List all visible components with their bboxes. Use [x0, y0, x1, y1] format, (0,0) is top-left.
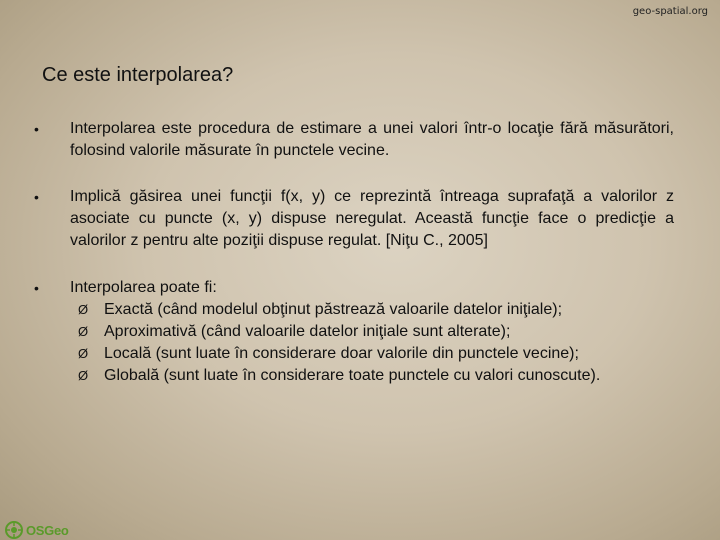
bullet-list — [34, 118, 674, 387]
bullet-marker: • — [34, 121, 39, 137]
bullet-item — [34, 118, 674, 162]
bullet-content — [70, 277, 674, 387]
slide-title: Ce este interpolarea? — [42, 64, 234, 86]
arrow-bullet-icon: Ø — [78, 346, 89, 361]
sub-bullet-item — [78, 299, 674, 321]
bullet-marker: • — [34, 189, 39, 205]
site-label: geo-spatial.org — [632, 6, 708, 17]
bullet-item — [34, 186, 674, 252]
bullet-marker: • — [34, 280, 39, 296]
sub-bullet-text: Aproximativă (când valoarile datelor iniţiale sunt alterate); — [104, 323, 511, 340]
sub-bullet-list — [70, 299, 674, 387]
bullet-text: Interpolarea este procedura de estimare a unei valori într-o locaţie fără măsurători, folosind valorile măsurate în punctele vecine. — [70, 120, 674, 159]
sub-bullet-text: Exactă (când modelul obţinut păstrează valoarile datelor iniţiale); — [104, 301, 563, 318]
sub-bullet-text: Globală (sunt luate în considerare toate punctele cu valori cunoscute). — [104, 367, 601, 384]
osgeo-logo — [4, 520, 69, 540]
arrow-bullet-icon: Ø — [78, 302, 89, 317]
sub-bullet-item — [78, 365, 674, 387]
bullet-item — [34, 277, 674, 387]
bullet-text: Implică găsirea unei funcţii f(x, y) ce reprezintă întreaga suprafaţă a valorilor z asociate cu puncte (x, y) dispuse neregulat. Această funcţie face o predicţie a valorilor z pentru alte poziţii dispuse regulat. [Niţu C., 2005] — [70, 188, 674, 249]
logo-text: OSGeo — [26, 522, 69, 538]
sub-bullet-item — [78, 321, 674, 343]
bullet-text: Interpolarea poate fi: — [70, 279, 217, 296]
arrow-bullet-icon: Ø — [78, 368, 89, 383]
sub-bullet-item — [78, 343, 674, 365]
osgeo-logo-icon — [4, 520, 24, 540]
arrow-bullet-icon: Ø — [78, 324, 89, 339]
sub-bullet-text: Locală (sunt luate în considerare doar valorile din punctele vecine); — [104, 345, 579, 362]
